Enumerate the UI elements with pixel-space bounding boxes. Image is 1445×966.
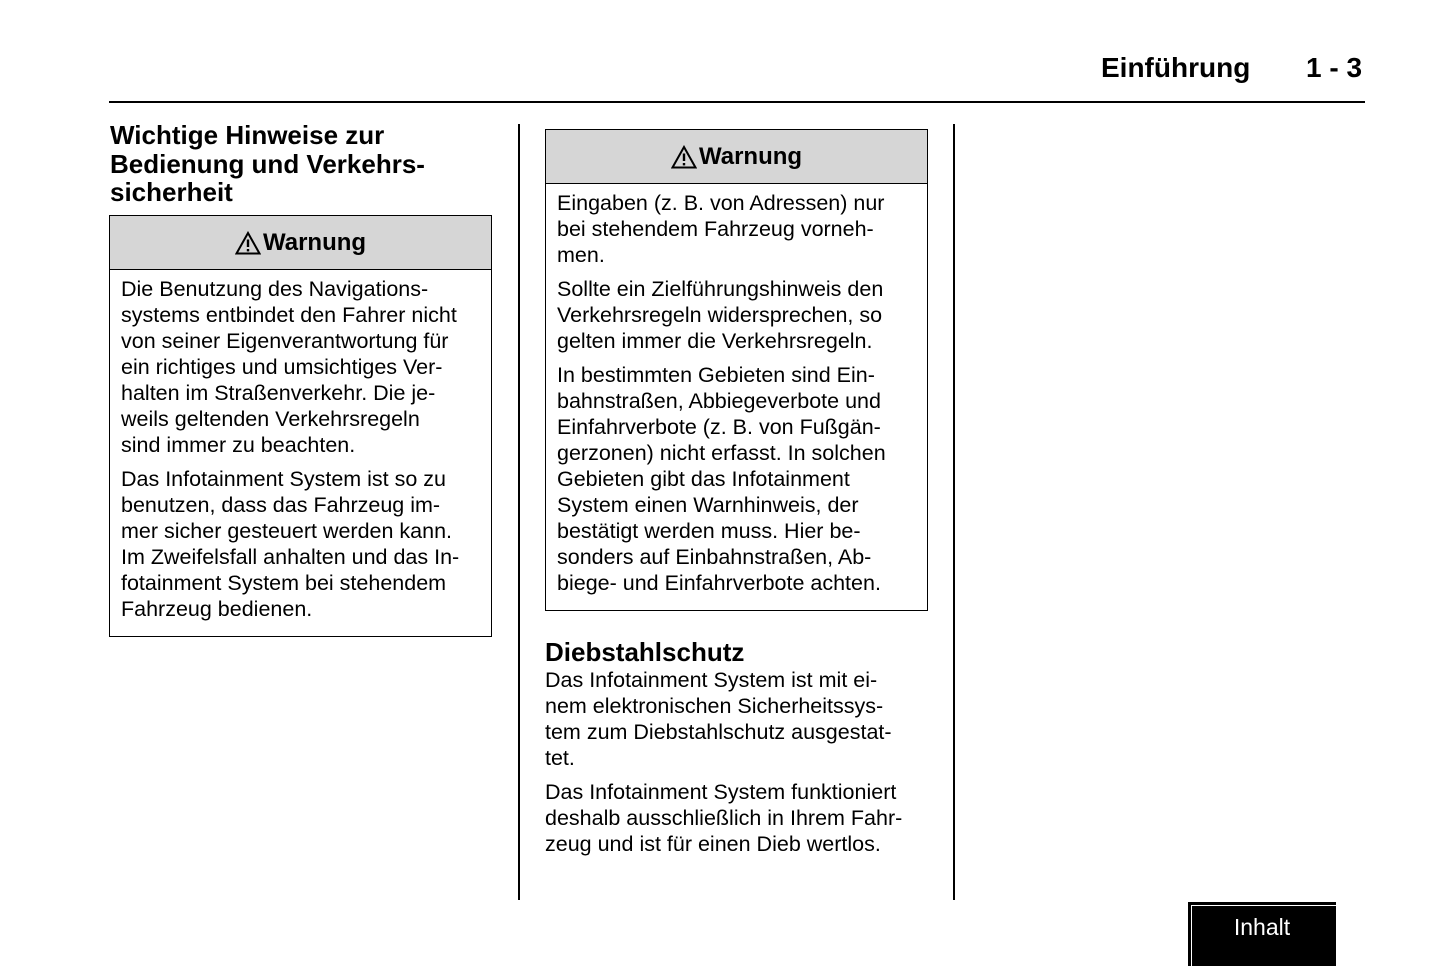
warning-paragraph	[121, 276, 480, 458]
contents-button[interactable]	[1188, 902, 1336, 966]
text-line: Das Infotainment System ist so zu	[121, 467, 447, 491]
chapter-title: Einführung	[1101, 52, 1251, 83]
text-line: Im Zweifelsfall anhalten und das In-	[121, 545, 460, 569]
text-line: sonders auf Einbahnstraßen, Ab-	[557, 545, 872, 569]
warning-triangle-icon	[235, 231, 261, 255]
warning-paragraph	[557, 362, 916, 596]
warning-triangle-icon	[671, 145, 697, 169]
text-line: Einfahrverbote (z. B. von Fußgän-	[557, 415, 881, 439]
warning-header	[110, 216, 491, 270]
text-line: Verkehrsregeln widersprechen, so	[557, 303, 883, 327]
text-line: weils geltenden Verkehrsregeln	[121, 407, 420, 431]
warning-header	[546, 130, 927, 184]
column-divider-left	[518, 124, 520, 900]
text-line: biege- und Einfahrverbote achten.	[557, 571, 881, 595]
text-line: bei stehendem Fahrzeug vorneh-	[557, 217, 874, 241]
text-line: deshalb ausschließlich in Ihrem Fahr-	[545, 806, 903, 830]
body-paragraph	[545, 667, 935, 771]
heading-line: Wichtige Hinweise zur	[110, 120, 385, 150]
warning-paragraph	[121, 466, 480, 622]
text-line: Sollte ein Zielführungshinweis den	[557, 277, 884, 301]
theft-protection-text	[545, 667, 935, 857]
text-line: bestätigt werden muss. Hier be-	[557, 519, 861, 543]
text-line: men.	[557, 243, 605, 267]
text-line: benutzen, dass das Fahrzeug im-	[121, 493, 441, 517]
text-line: systems entbindet den Fahrer nicht	[121, 303, 457, 327]
text-line: tem zum Diebstahlschutz ausgestat-	[545, 720, 892, 744]
header-divider	[109, 101, 1365, 103]
text-line: nem elektronischen Sicherheitssys-	[545, 694, 884, 718]
warning-body	[546, 184, 927, 605]
heading-line: Bedienung und Verkehrs-	[110, 148, 425, 179]
column-divider-right	[953, 124, 955, 900]
text-line: mer sicher gesteuert werden kann.	[121, 519, 453, 543]
text-line: sind immer zu beachten.	[121, 433, 356, 457]
text-line: fotainment System bei stehendem	[121, 571, 447, 595]
body-paragraph	[545, 779, 935, 857]
warning-label: Warnung	[262, 228, 367, 256]
text-line: gelten immer die Verkehrsregeln.	[557, 329, 873, 353]
warning-box-input	[545, 129, 928, 611]
text-line: Das Infotainment System funktioniert	[545, 780, 897, 804]
text-line: zeug und ist für einen Dieb wertlos.	[545, 832, 881, 856]
text-line: Die Benutzung des Navigations-	[121, 277, 429, 301]
text-line: ein richtiges und umsichtiges Ver-	[121, 355, 443, 379]
warning-body	[110, 270, 491, 631]
warning-label: Warnung	[698, 142, 803, 170]
text-line: halten im Straßenverkehr. Die je-	[121, 381, 436, 405]
text-line: System einen Warnhinweis, der	[557, 493, 859, 517]
warning-paragraph	[557, 190, 916, 268]
text-line: bahnstraßen, Abbiegeverbote und	[557, 389, 881, 413]
contents-button-label: Inhalt	[1233, 914, 1291, 940]
section-heading-safety	[110, 121, 425, 207]
heading-line: sicherheit	[110, 177, 233, 207]
section-heading-theft-protection: Diebstahlschutz	[545, 637, 745, 667]
text-line: von seiner Eigenverantwortung für	[121, 329, 449, 353]
page-number: 1 - 3	[1306, 52, 1363, 83]
text-line: In bestimmten Gebieten sind Ein-	[557, 363, 875, 387]
text-line: tet.	[545, 746, 575, 770]
text-line: Das Infotainment System ist mit ei-	[545, 668, 878, 692]
warning-box-navigation	[109, 215, 492, 637]
text-line: gerzonen) nicht erfasst. In solchen	[557, 441, 886, 465]
text-line: Eingaben (z. B. von Adressen) nur	[557, 191, 885, 215]
text-line: Gebieten gibt das Infotainment	[557, 467, 850, 491]
warning-paragraph	[557, 276, 916, 354]
text-line: Fahrzeug bedienen.	[121, 597, 313, 621]
